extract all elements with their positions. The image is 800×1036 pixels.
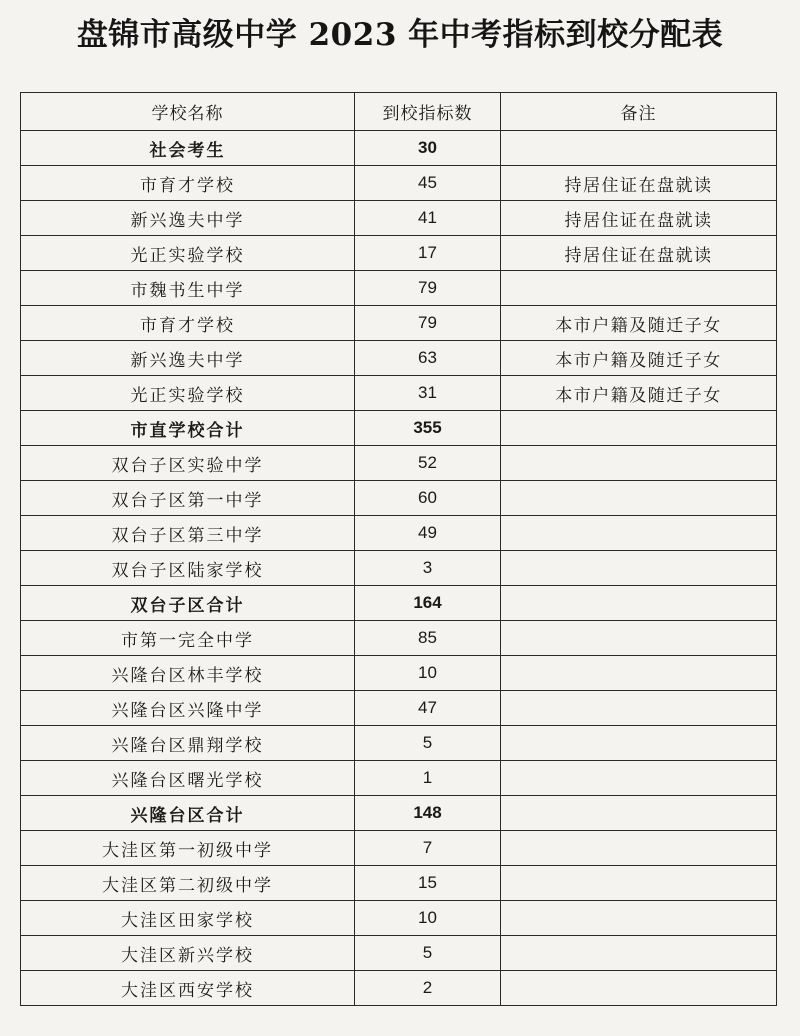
note-cell: 本市户籍及随迁子女 — [501, 306, 777, 341]
table-body — [21, 131, 777, 1006]
quota-cell: 10 — [355, 656, 501, 691]
school-name-cell: 新兴逸夫中学 — [21, 201, 355, 236]
note-cell — [501, 271, 777, 306]
table-row — [21, 901, 777, 936]
school-name-cell: 光正实验学校 — [21, 376, 355, 411]
table-row — [21, 551, 777, 586]
school-name-cell: 新兴逸夫中学 — [21, 341, 355, 376]
table-row — [21, 656, 777, 691]
table-row — [21, 866, 777, 901]
note-cell — [501, 971, 777, 1006]
table-row — [21, 831, 777, 866]
note-cell: 本市户籍及随迁子女 — [501, 376, 777, 411]
table-row — [21, 621, 777, 656]
quota-cell: 5 — [355, 726, 501, 761]
school-name-cell: 兴隆台区鼎翔学校 — [21, 726, 355, 761]
quota-cell: 79 — [355, 306, 501, 341]
quota-cell: 5 — [355, 936, 501, 971]
quota-cell: 355 — [355, 411, 501, 446]
school-name-cell: 大洼区田家学校 — [21, 901, 355, 936]
note-cell — [501, 901, 777, 936]
table-row — [21, 516, 777, 551]
table-total-row — [21, 796, 777, 831]
table-header-row — [21, 93, 777, 131]
table-total-row — [21, 411, 777, 446]
note-cell — [501, 131, 777, 166]
table-row — [21, 341, 777, 376]
table-row — [21, 201, 777, 236]
school-name-cell: 市魏书生中学 — [21, 271, 355, 306]
school-name-cell: 双台子区陆家学校 — [21, 551, 355, 586]
quota-cell: 1 — [355, 761, 501, 796]
table-row — [21, 936, 777, 971]
note-cell — [501, 831, 777, 866]
header-note: 备注 — [501, 93, 777, 131]
note-cell — [501, 726, 777, 761]
quota-cell: 31 — [355, 376, 501, 411]
quota-cell: 3 — [355, 551, 501, 586]
quota-cell: 30 — [355, 131, 501, 166]
note-cell — [501, 761, 777, 796]
school-name-cell: 兴隆台区曙光学校 — [21, 761, 355, 796]
quota-cell: 15 — [355, 866, 501, 901]
table-row — [21, 761, 777, 796]
quota-cell: 148 — [355, 796, 501, 831]
note-cell — [501, 691, 777, 726]
note-cell: 持居住证在盘就读 — [501, 201, 777, 236]
quota-cell: 2 — [355, 971, 501, 1006]
quota-cell: 63 — [355, 341, 501, 376]
quota-cell: 79 — [355, 271, 501, 306]
table-row — [21, 306, 777, 341]
quota-cell: 17 — [355, 236, 501, 271]
note-cell — [501, 796, 777, 831]
school-name-cell: 大洼区第一初级中学 — [21, 831, 355, 866]
note-cell: 持居住证在盘就读 — [501, 166, 777, 201]
school-name-cell: 双台子区实验中学 — [21, 446, 355, 481]
table-row — [21, 971, 777, 1006]
note-cell — [501, 446, 777, 481]
table-row — [21, 376, 777, 411]
school-name-cell: 兴隆台区林丰学校 — [21, 656, 355, 691]
table-total-row — [21, 131, 777, 166]
quota-cell: 60 — [355, 481, 501, 516]
quota-cell: 7 — [355, 831, 501, 866]
school-name-cell: 兴隆台区兴隆中学 — [21, 691, 355, 726]
table-row — [21, 446, 777, 481]
quota-cell: 164 — [355, 586, 501, 621]
document-title: 盘锦市高级中学 2023 年中考指标到校分配表 — [76, 17, 724, 53]
school-name-cell: 市育才学校 — [21, 166, 355, 201]
school-name-cell: 双台子区第一中学 — [21, 481, 355, 516]
school-name-cell: 社会考生 — [21, 131, 355, 166]
school-name-cell: 兴隆台区合计 — [21, 796, 355, 831]
note-cell — [501, 481, 777, 516]
quota-cell: 52 — [355, 446, 501, 481]
table-row — [21, 691, 777, 726]
note-cell — [501, 516, 777, 551]
school-name-cell: 大洼区新兴学校 — [21, 936, 355, 971]
quota-cell: 41 — [355, 201, 501, 236]
table-row — [21, 271, 777, 306]
table-row — [21, 481, 777, 516]
note-cell: 本市户籍及随迁子女 — [501, 341, 777, 376]
note-cell — [501, 866, 777, 901]
quota-cell: 85 — [355, 621, 501, 656]
school-name-cell: 双台子区合计 — [21, 586, 355, 621]
school-name-cell: 市第一完全中学 — [21, 621, 355, 656]
note-cell: 持居住证在盘就读 — [501, 236, 777, 271]
quota-cell: 45 — [355, 166, 501, 201]
header-quota: 到校指标数 — [355, 93, 501, 131]
school-name-cell: 双台子区第三中学 — [21, 516, 355, 551]
table-total-row — [21, 586, 777, 621]
note-cell — [501, 586, 777, 621]
quota-cell: 10 — [355, 901, 501, 936]
note-cell — [501, 656, 777, 691]
school-name-cell: 大洼区第二初级中学 — [21, 866, 355, 901]
note-cell — [501, 411, 777, 446]
allocation-table — [20, 92, 777, 1006]
table-row — [21, 236, 777, 271]
school-name-cell: 大洼区西安学校 — [21, 971, 355, 1006]
school-name-cell: 市直学校合计 — [21, 411, 355, 446]
quota-cell: 47 — [355, 691, 501, 726]
table-row — [21, 726, 777, 761]
note-cell — [501, 936, 777, 971]
quota-cell: 49 — [355, 516, 501, 551]
note-cell — [501, 621, 777, 656]
school-name-cell: 市育才学校 — [21, 306, 355, 341]
table-row — [21, 166, 777, 201]
note-cell — [501, 551, 777, 586]
school-name-cell: 光正实验学校 — [21, 236, 355, 271]
header-school-name: 学校名称 — [21, 93, 355, 131]
